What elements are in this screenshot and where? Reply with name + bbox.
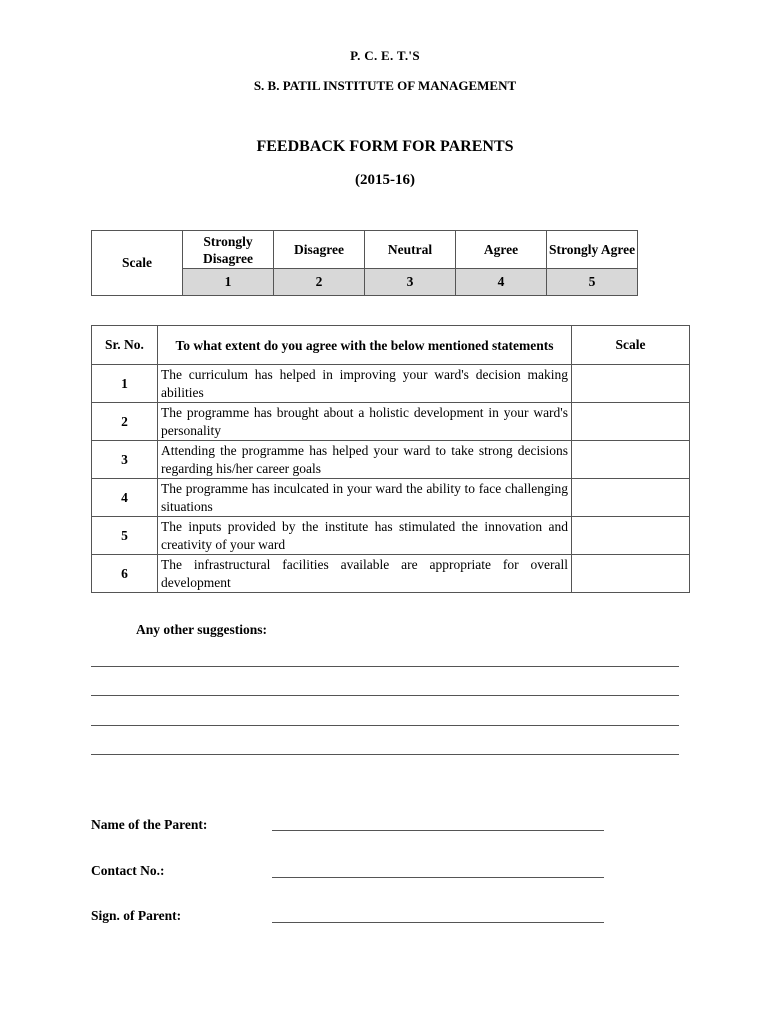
sr-no-cell: 6 <box>92 555 158 593</box>
scale-option-label: Agree <box>456 231 547 269</box>
suggestions-label: Any other suggestions: <box>136 622 268 637</box>
contact-no-label: Contact No.: <box>91 863 165 878</box>
sr-no-cell: 3 <box>92 441 158 479</box>
scale-legend-label: Scale <box>92 231 183 296</box>
org-name: P. C. E. T.'S <box>350 48 420 63</box>
contact-no-field[interactable] <box>272 877 604 878</box>
table-row <box>92 365 690 403</box>
scale-input-cell[interactable] <box>572 441 690 479</box>
statement-cell: The programme has inculcated in your ward the ability to face challenging situations <box>158 479 572 517</box>
institute-name: S. B. PATIL INSTITUTE OF MANAGEMENT <box>253 78 517 93</box>
statement-cell: Attending the programme has helped your ward to take strong decisions regarding his/her career goals <box>158 441 572 479</box>
table-row <box>92 555 690 593</box>
sr-no-cell: 2 <box>92 403 158 441</box>
suggestion-line[interactable] <box>91 666 679 667</box>
signature-field[interactable] <box>272 922 604 923</box>
suggestion-line[interactable] <box>91 695 679 696</box>
scale-option-value: 5 <box>547 269 638 296</box>
suggestion-line[interactable] <box>91 754 679 755</box>
scale-option-label: Neutral <box>365 231 456 269</box>
table-row <box>92 517 690 555</box>
questions-table <box>91 325 690 593</box>
suggestion-line[interactable] <box>91 725 679 726</box>
statement-header: To what extent do you agree with the below mentioned statements <box>158 326 572 365</box>
form-title: FEEDBACK FORM FOR PARENTS <box>256 138 514 155</box>
scale-option-value: 2 <box>274 269 365 296</box>
statement-cell: The curriculum has helped in improving your ward's decision making abilities <box>158 365 572 403</box>
table-row <box>92 479 690 517</box>
scale-option-label: Strongly Disagree <box>183 231 274 269</box>
scale-legend-table <box>91 230 638 296</box>
scale-option-value: 4 <box>456 269 547 296</box>
parent-name-field[interactable] <box>272 830 604 831</box>
parent-name-label: Name of the Parent: <box>91 817 208 832</box>
statement-cell: The inputs provided by the institute has stimulated the innovation and creativity of your ward <box>158 517 572 555</box>
scale-option-value: 1 <box>183 269 274 296</box>
scale-input-cell[interactable] <box>572 479 690 517</box>
sr-no-cell: 4 <box>92 479 158 517</box>
sr-no-cell: 1 <box>92 365 158 403</box>
scale-input-cell[interactable] <box>572 517 690 555</box>
scale-input-cell[interactable] <box>572 403 690 441</box>
academic-year: (2015-16) <box>355 172 415 188</box>
sr-no-header: Sr. No. <box>92 326 158 365</box>
scale-input-cell[interactable] <box>572 365 690 403</box>
signature-label: Sign. of Parent: <box>91 908 182 923</box>
scale-header: Scale <box>572 326 690 365</box>
sr-no-cell: 5 <box>92 517 158 555</box>
table-row <box>92 441 690 479</box>
scale-option-label: Disagree <box>274 231 365 269</box>
scale-option-label: Strongly Agree <box>547 231 638 269</box>
statement-cell: The programme has brought about a holistic development in your ward's personality <box>158 403 572 441</box>
table-row <box>92 403 690 441</box>
statement-cell: The infrastructural facilities available are appropriate for overall development <box>158 555 572 593</box>
scale-input-cell[interactable] <box>572 555 690 593</box>
scale-option-value: 3 <box>365 269 456 296</box>
